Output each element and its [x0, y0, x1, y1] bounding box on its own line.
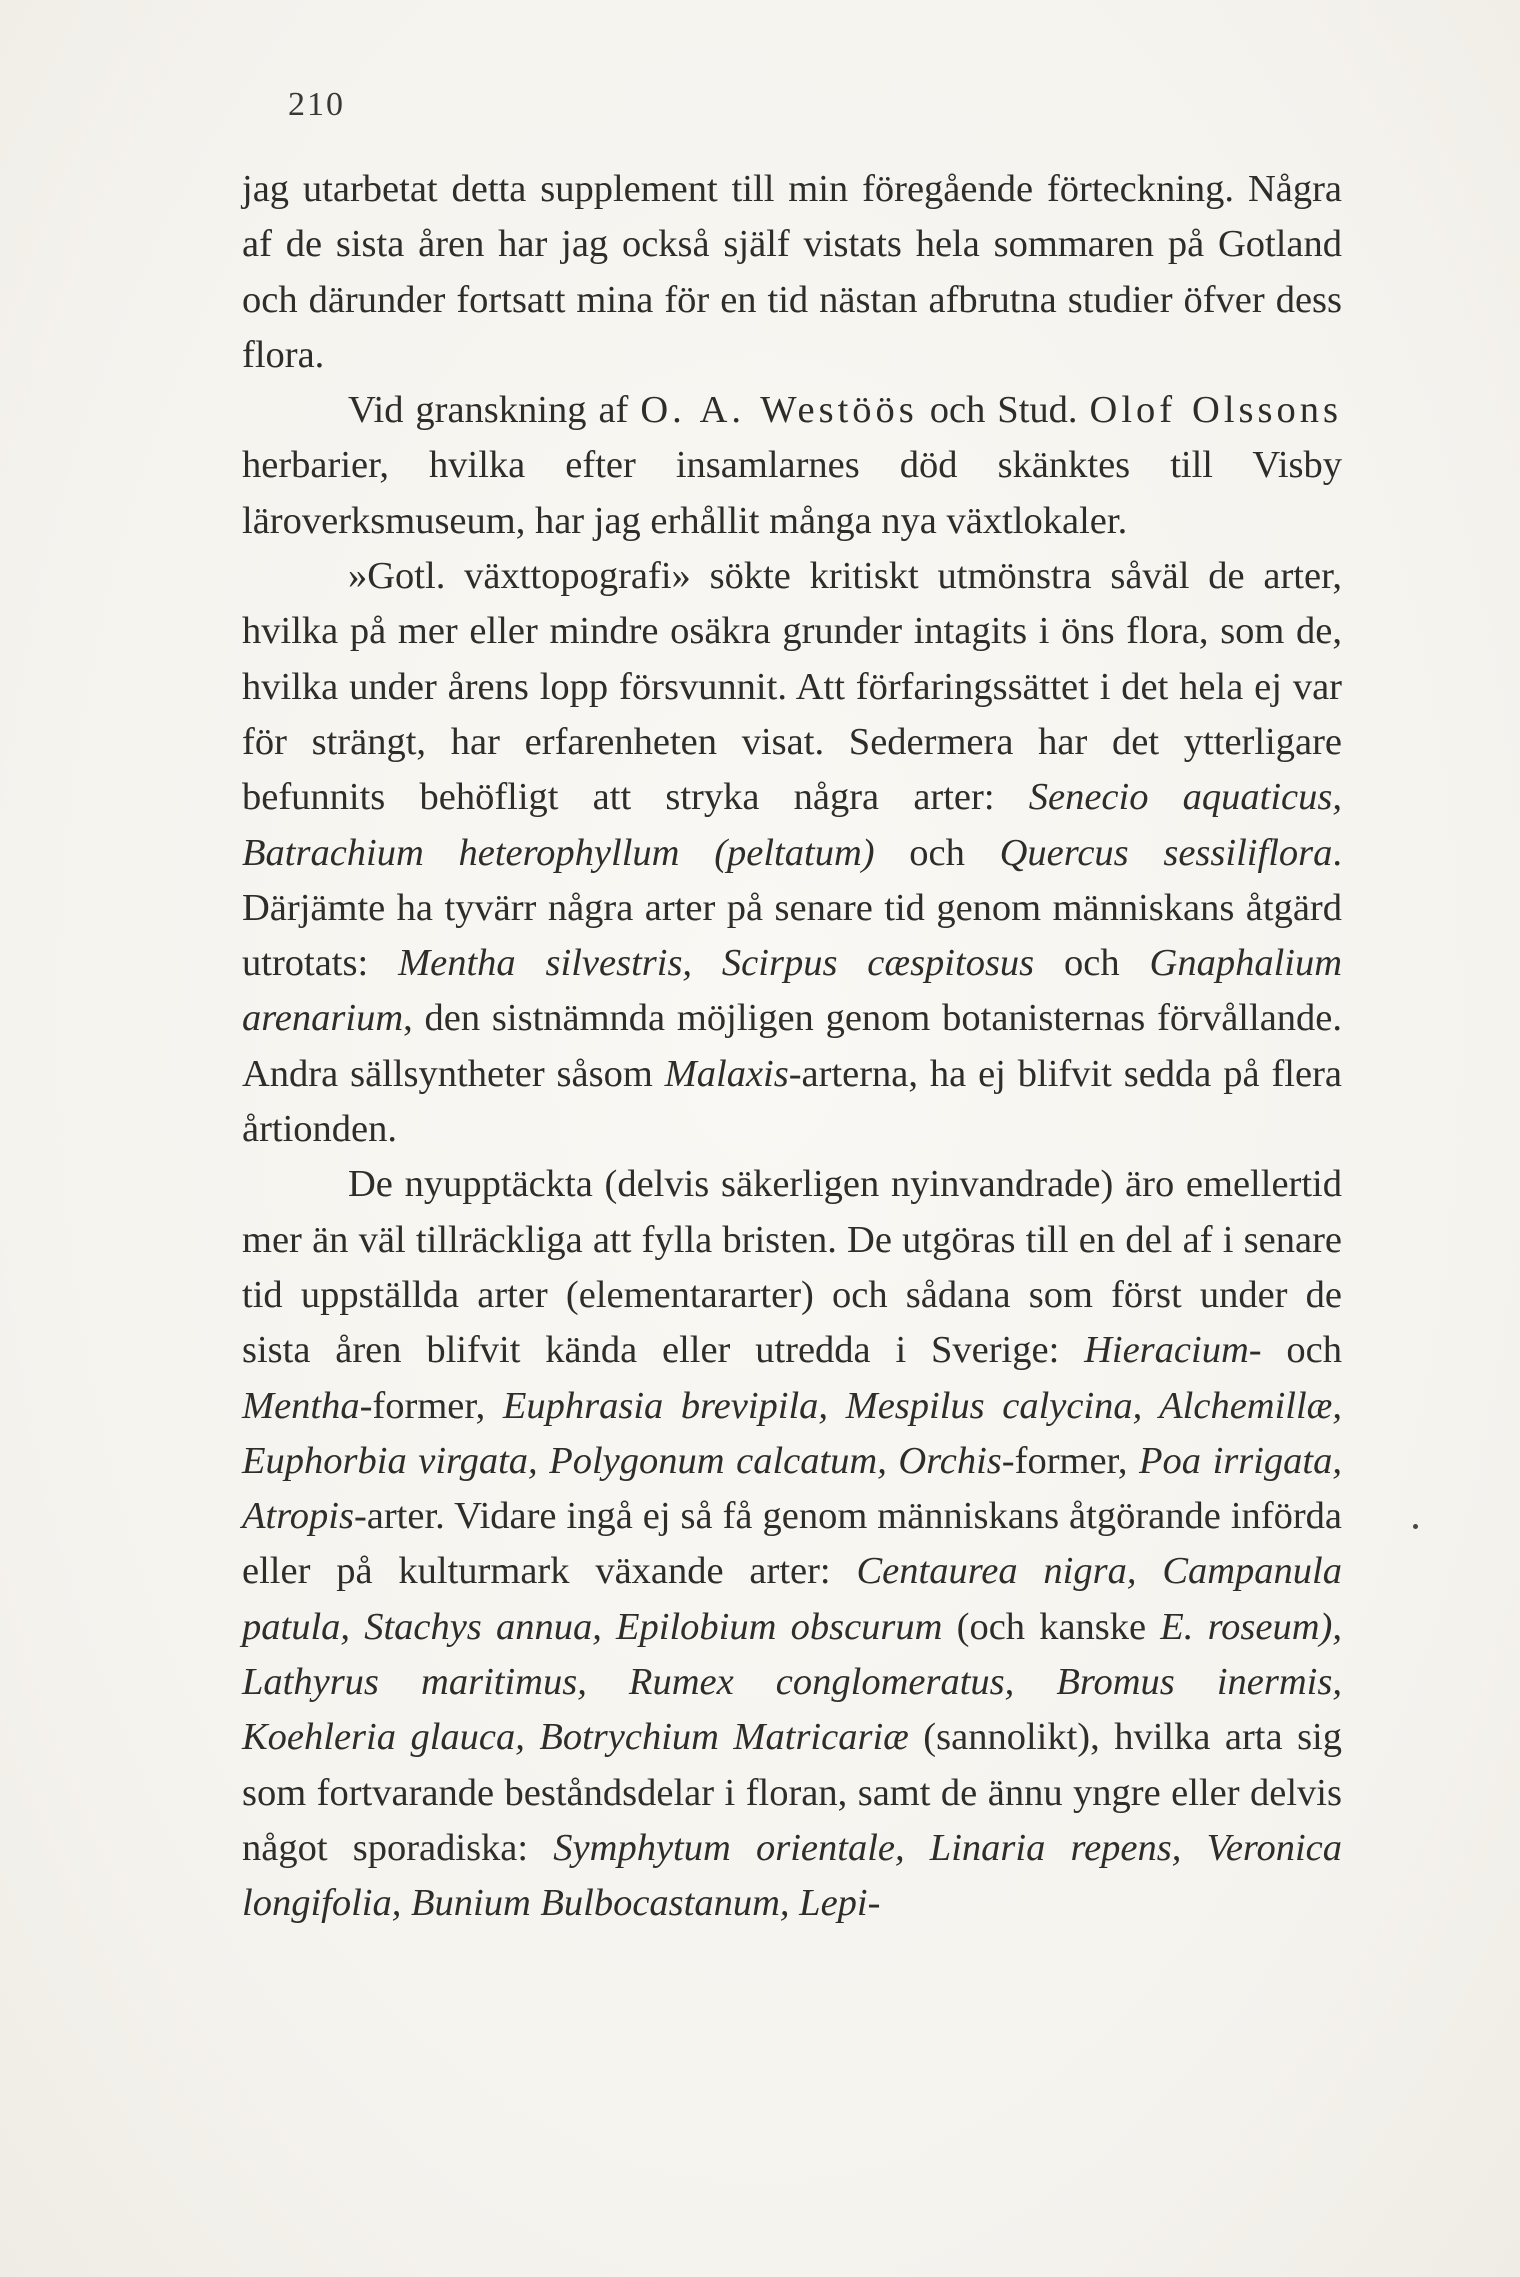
species-name: E. roseum), Lathyrus maritimus, Rumex conglomeratus, Bromus inermis, Koehleria glauca, Botrychium Matricariæ [242, 1605, 1342, 1759]
text-run: (sannolikt), hvilka arta sig som fortvarande beståndsdelar i floran, samt de ännu yngre eller delvis något sporadiska: [242, 1716, 1342, 1869]
paragraph [242, 549, 1342, 1157]
text-run: och [874, 831, 1000, 874]
species-name: Hieracium [1084, 1329, 1249, 1372]
text-run: . Därjämte ha tyvärr några arter på senare tid genom människans åtgärd utrotats: [242, 831, 1342, 985]
text-run: , den sistnämnda möjligen genom botanisternas förvållande. Andra sällsyntheter såsom [242, 997, 1342, 1095]
page-number: 210 [288, 86, 345, 123]
text-run: Vid granskning af [348, 389, 641, 432]
text-run: -former, [1001, 1439, 1139, 1482]
species-name: Senecio aquaticus, Batrachium heterophyllum (peltatum) [242, 776, 1342, 874]
body-text [242, 162, 1342, 1932]
margin-mark [1413, 1524, 1418, 1529]
species-name: Symphytum orientale, Linaria repens, Veronica longifolia, Bunium Bulbocastanum, Lepi- [242, 1826, 1343, 1925]
text-run: - och [1248, 1329, 1342, 1372]
species-name: Mentha silvestris, Scirpus cæspitosus [398, 942, 1035, 985]
species-name: Malaxis [664, 1052, 789, 1095]
text-run: -arterna, ha ej blifvit sedda på flera årtionden. [242, 1052, 1342, 1151]
text-run: »Gotl. växttopografi» sökte kritiskt utmönstra såväl de arter, hvilka på mer eller mindre osäkra grunder intagits i öns flora, som de, hvilka under årens lopp försvunnit. Att förfaringssättet i det hela ej var för strängt, har erfarenheten visat. Sedermera har det ytterligare befunnits behöfligt att stryka några arter: [242, 555, 1342, 819]
text-run: och [1034, 942, 1150, 985]
species-name: Poa irrigata, Atropis [242, 1439, 1342, 1538]
species-name: Quercus sessiliflora [999, 831, 1333, 874]
text-run: (och kanske [942, 1605, 1161, 1648]
text-run: -arter. Vidare ingå ej så få genom människans åtgörande införda eller på kulturmark växande arter: [242, 1495, 1342, 1593]
species-name: Centaurea nigra, Campanula patula, Stachys annua, Epilobium obscurum [242, 1550, 1343, 1648]
text-run: och Stud. [917, 389, 1090, 432]
species-name: Gnaphalium arenarium [242, 942, 1343, 1040]
text-run: Olof Olssons [1089, 389, 1342, 432]
text-run: De nyupptäckta (delvis säkerligen nyinvandrade) äro emellertid mer än väl tillräckliga att fylla bristen. De utgöras till en del af i senare tid uppställda arter (elementararter) och sådana som först under de sista åren blifvit kända eller utredda i Sverige: [242, 1163, 1342, 1372]
text-run: jag utarbetat detta supplement till min föregående förteckning. Några af de sista åren har jag också själf vistats hela sommaren på Gotland och därunder fortsatt mina för en tid nästan afbrutna studier öfver dess flora. [242, 168, 1342, 376]
text-run: -former, [359, 1384, 503, 1427]
text-run: O. A. Westöös [640, 389, 918, 432]
paragraph [242, 1157, 1342, 1931]
paragraph [242, 383, 1342, 549]
text-run: herbarier, hvilka efter insamlarnes död skänktes till Visby läroverksmuseum, har jag erhållit många nya växtlokaler. [242, 444, 1342, 542]
species-name: Mentha [242, 1384, 360, 1427]
species-name: Euphrasia brevipila, Mespilus calycina, Alchemillæ, Euphorbia virgata, Polygonum calcatum, Orchis [242, 1384, 1342, 1482]
paragraph [242, 162, 1342, 383]
